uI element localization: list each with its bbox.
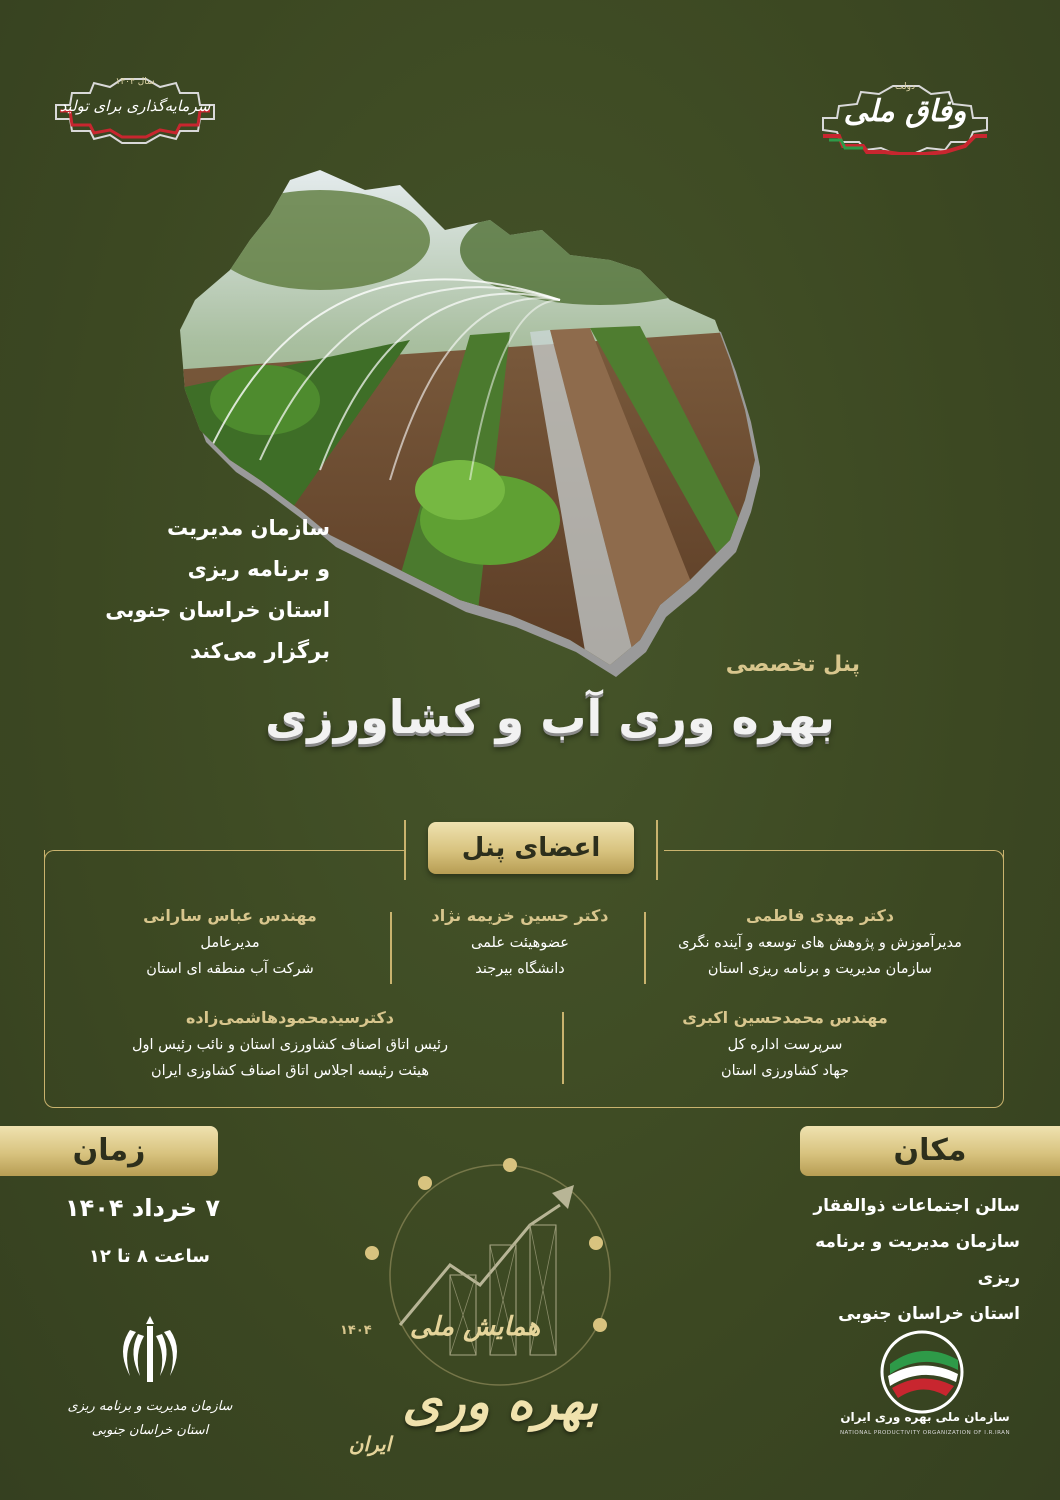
- event-hours: ساعت ۸ تا ۱۲: [88, 1246, 210, 1267]
- slogan-text: سرمایه‌گذاری برای تولید: [59, 97, 211, 115]
- organizer-line: استان خراسان جنوبی: [105, 598, 330, 622]
- member-card: [80, 1004, 500, 1084]
- nipo-name-en: NATIONAL PRODUCTIVITY ORGANIZATION OF I.R.IRAN: [839, 1430, 1011, 1436]
- members-heading: اعضای پنل: [428, 822, 634, 874]
- member-role: سرپرست اداره کل: [727, 1037, 843, 1053]
- slogan-year-tag: سال ۱۴۰۴: [115, 77, 155, 87]
- place-label: مکان: [800, 1126, 1060, 1176]
- iran-emblem-icon: [100, 1310, 200, 1390]
- organizer-line: سازمان مدیریت: [167, 516, 330, 540]
- place-line: استان خراسان جنوبی: [838, 1304, 1020, 1324]
- member-card: [650, 902, 990, 982]
- member-role: مدیرعامل: [200, 935, 260, 951]
- divider: [644, 912, 646, 984]
- org-left-text: [60, 1395, 240, 1443]
- divider: [656, 820, 658, 880]
- nipo-name-fa: سازمان ملی بهره وری ایران: [840, 1410, 1010, 1424]
- conference-line3: ایران: [348, 1432, 392, 1456]
- panel-subtitle: پنل تخصصی: [725, 652, 860, 677]
- nipo-logo-icon: [876, 1326, 968, 1418]
- organizer-line: برگزار می‌کند: [190, 639, 330, 663]
- member-card: [640, 1004, 930, 1084]
- panel-title: بهره وری آب و کشاورزی: [265, 690, 835, 744]
- member-role: هیئت رئیسه اجلاس اتاق اصناف کشاوزی ایران: [150, 1063, 429, 1079]
- divider: [390, 912, 392, 984]
- event-date: ۷ خرداد ۱۴۰۴: [64, 1194, 220, 1222]
- frame-top-right: [664, 850, 1004, 860]
- org-left-line: سازمان مدیریت و برنامه ریزی: [67, 1399, 233, 1414]
- divider: [562, 1012, 564, 1084]
- member-role: عضوهیئت علمی: [471, 935, 569, 951]
- member-card: [400, 902, 640, 982]
- member-name: دکترسیدمحمودهاشمی‌زاده: [185, 1008, 394, 1027]
- member-name: مهندس محمدحسین اکبری: [682, 1008, 888, 1027]
- member-role: شرکت آب منطقه ای استان: [146, 961, 314, 977]
- member-card: [100, 902, 360, 982]
- time-label: زمان: [0, 1126, 218, 1176]
- place-line: سازمان مدیریت و برنامه ریزی: [815, 1232, 1020, 1288]
- frame-top-left: [44, 850, 404, 860]
- member-role: دانشگاه بیرجند: [475, 961, 565, 977]
- member-role: رئیس اتاق اصناف کشاورزی استان و نائب رئیس اول: [131, 1037, 449, 1053]
- organizer-line: و برنامه ریزی: [187, 557, 330, 581]
- member-name: دکتر حسین خزیمه نژاد: [431, 906, 609, 925]
- member-role: مدیرآموزش و پژوهش های توسعه و آینده نگری: [678, 935, 962, 951]
- member-role: جهاد کشاورزی استان: [721, 1063, 849, 1079]
- slogan-logo: [50, 75, 220, 145]
- vefagh-melli-logo: [815, 80, 995, 155]
- org-left-line: استان خراسان جنوبی: [91, 1423, 209, 1438]
- conference-line1: همایش ملی: [409, 1312, 541, 1342]
- conference-year: ۱۴۰۴: [340, 1323, 372, 1338]
- vefagh-tag: دولت: [895, 82, 915, 92]
- conference-line2: بهره وری: [402, 1372, 598, 1431]
- organizer-text: [60, 508, 330, 672]
- member-name: دکتر مهدی فاطمی: [746, 906, 894, 925]
- vefagh-brand: وفاق ملی: [843, 94, 967, 129]
- event-place: [770, 1188, 1020, 1332]
- place-line: سالن اجتماعات ذوالفقار: [813, 1196, 1020, 1216]
- member-role: سازمان مدیریت و برنامه ریزی استان: [707, 961, 933, 977]
- divider: [404, 820, 406, 880]
- member-name: مهندس عباس سارانی: [143, 906, 317, 925]
